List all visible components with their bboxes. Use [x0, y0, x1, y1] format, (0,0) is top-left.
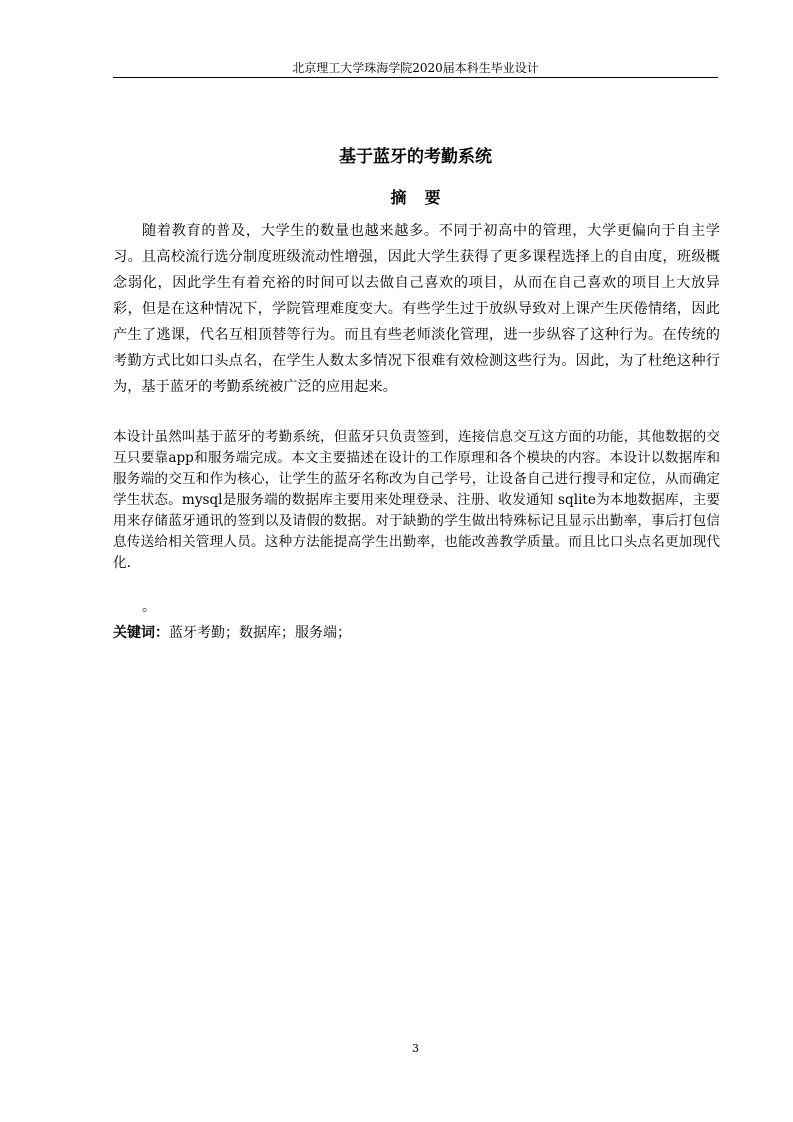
- abstract-heading: 摘要: [390, 188, 459, 207]
- header-divider: [113, 77, 718, 78]
- abstract-paragraph-2: 本设计虽然叫基于蓝牙的考勤系统，但蓝牙只负责签到，连接信息交互这方面的功能，其他数据的交互只要靠app和服务端完成。本文主要描述在设计的工作原理和各个模块的内容。本设计以数据库和服务端的交互和作为核心，让学生的蓝牙名称改为自己学号，让设备自己进行搜寻和定位，从而确定学生状态。mysql是服务端的数据库主要用来处理登录、注册、收发通知 sqlite为本地数据库，主要用来存储蓝牙通讯的签到以及请假的数据。对于缺勤的学生做出特殊标记且显示出勤率，事后打包信息传送给相关管理人员。这种方法能提高学生出勤率，也能改善教学质量。而且比口头点名更加现代化.: [113, 429, 720, 571]
- page-number: 3: [412, 1042, 419, 1055]
- keywords-value: 蓝牙考勤；数据库；服务端；: [169, 625, 351, 641]
- document-title: 基于蓝牙的考勤系统: [339, 147, 492, 167]
- keywords-label: 关键词：: [113, 625, 169, 641]
- abstract-paragraph-1: 随着教育的普及，大学生的数量也越来越多。不同于初高中的管理，大学更偏向于自主学习。且高校流行选分制度班级流动性增强，因此大学生获得了更多课程选择上的自由度，班级概念弱化，因此学生有着充裕的时间可以去做自己喜欢的项目，从而在自己喜欢的项目上大放异彩，但是在这种情况下，学院管理难度变大。有些学生过于放纵导致对上课产生厌倦情绪，因此产生了逃课，代名互相顶替等行为。而且有些老师淡化管理，进一步纵容了这种行为。在传统的考勤方式比如口头点名，在学生人数太多情况下很难有效检测这些行为。因此，为了杜绝这种行为，基于蓝牙的考勤系统被广泛的应用起来。: [113, 223, 720, 395]
- page-header: 北京理工大学珠海学院2020届本科生毕业设计: [292, 61, 539, 75]
- stray-period: 。: [142, 599, 156, 615]
- keywords-line: [113, 622, 718, 644]
